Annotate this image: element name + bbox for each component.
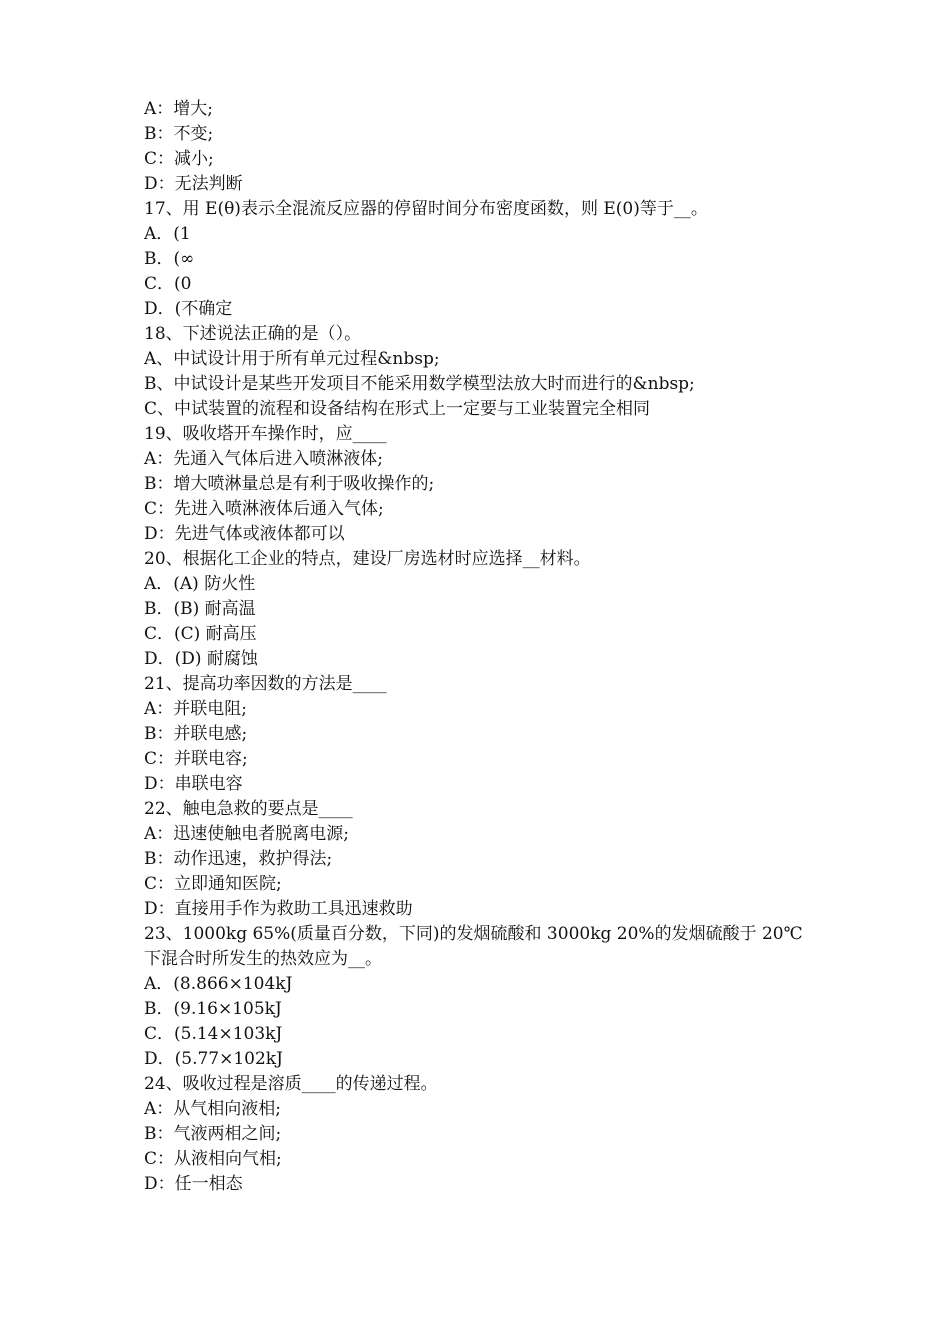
option-line: A：先通入气体后进入喷淋液体; — [144, 449, 384, 469]
option-line: A．(A) 防火性 — [144, 574, 256, 594]
option-line: D．(D) 耐腐蚀 — [144, 649, 258, 669]
option-line: C．(0 — [144, 274, 192, 294]
option-line: C．(C) 耐高压 — [144, 624, 257, 644]
option-line: B．(9.16×105kJ — [144, 999, 282, 1019]
option-line: B：气液两相之间; — [144, 1124, 282, 1144]
question-23: 23、1000kg 65%(质量百分数，下同)的发烟硫酸和 3000kg 20%的发烟硫酸于 20℃ — [144, 924, 803, 944]
question-20: 20、根据化工企业的特点，建设厂房选材时应选择__材料。 — [144, 549, 591, 569]
option-line: C：从液相向气相; — [144, 1149, 282, 1169]
option-line: C、中试装置的流程和设备结构在形式上一定要与工业装置完全相同 — [144, 399, 651, 419]
option-line: A：并联电阻; — [144, 699, 248, 719]
option-line: B．(B) 耐高温 — [144, 599, 256, 619]
option-line: D：直接用手作为救助工具迅速救助 — [144, 899, 413, 919]
question-21: 21、提高功率因数的方法是____ — [144, 674, 387, 694]
option-line: C：减小; — [144, 149, 214, 169]
option-line: B：并联电感; — [144, 724, 248, 744]
option-line: A．(1 — [144, 224, 191, 244]
option-line: D．(5.77×102kJ — [144, 1049, 283, 1069]
option-line: A：迅速使触电者脱离电源; — [144, 824, 350, 844]
option-line: C：先进入喷淋液体后通入气体; — [144, 499, 384, 519]
option-line: D：串联电容 — [144, 774, 243, 794]
option-line: C：并联电容; — [144, 749, 248, 769]
question-list — [144, 97, 824, 1197]
option-line: A：从气相向液相; — [144, 1099, 282, 1119]
option-line: B、中试设计是某些开发项目不能采用数学模型法放大时而进行的&nbsp; — [144, 374, 695, 394]
option-line: C：立即通知医院; — [144, 874, 282, 894]
option-line: D：先进气体或液体都可以 — [144, 524, 345, 544]
option-line: A．(8.866×104kJ — [144, 974, 293, 994]
question-24: 24、吸收过程是溶质____的传递过程。 — [144, 1074, 438, 1094]
option-line: C．(5.14×103kJ — [144, 1024, 283, 1044]
option-line: A、中试设计用于所有单元过程&nbsp; — [144, 349, 440, 369]
option-line: B：增大喷淋量总是有利于吸收操作的; — [144, 474, 435, 494]
option-line: B：动作迅速，救护得法; — [144, 849, 333, 869]
option-line: B．(∞ — [144, 249, 195, 269]
question-17: 17、用 E(θ)表示全混流反应器的停留时间分布密度函数，则 E(0)等于__。 — [144, 199, 708, 219]
question-19: 19、吸收塔开车操作时，应____ — [144, 424, 387, 444]
question-23-continued: 下混合时所发生的热效应为__。 — [144, 949, 382, 969]
option-line: D：无法判断 — [144, 174, 243, 194]
option-line: A：增大; — [144, 99, 214, 119]
option-line: D：任一相态 — [144, 1174, 243, 1194]
question-18: 18、下述说法正确的是（）。 — [144, 324, 362, 344]
option-line: D．(不确定 — [144, 299, 233, 319]
option-line: B：不变; — [144, 124, 214, 144]
question-22: 22、触电急救的要点是____ — [144, 799, 353, 819]
